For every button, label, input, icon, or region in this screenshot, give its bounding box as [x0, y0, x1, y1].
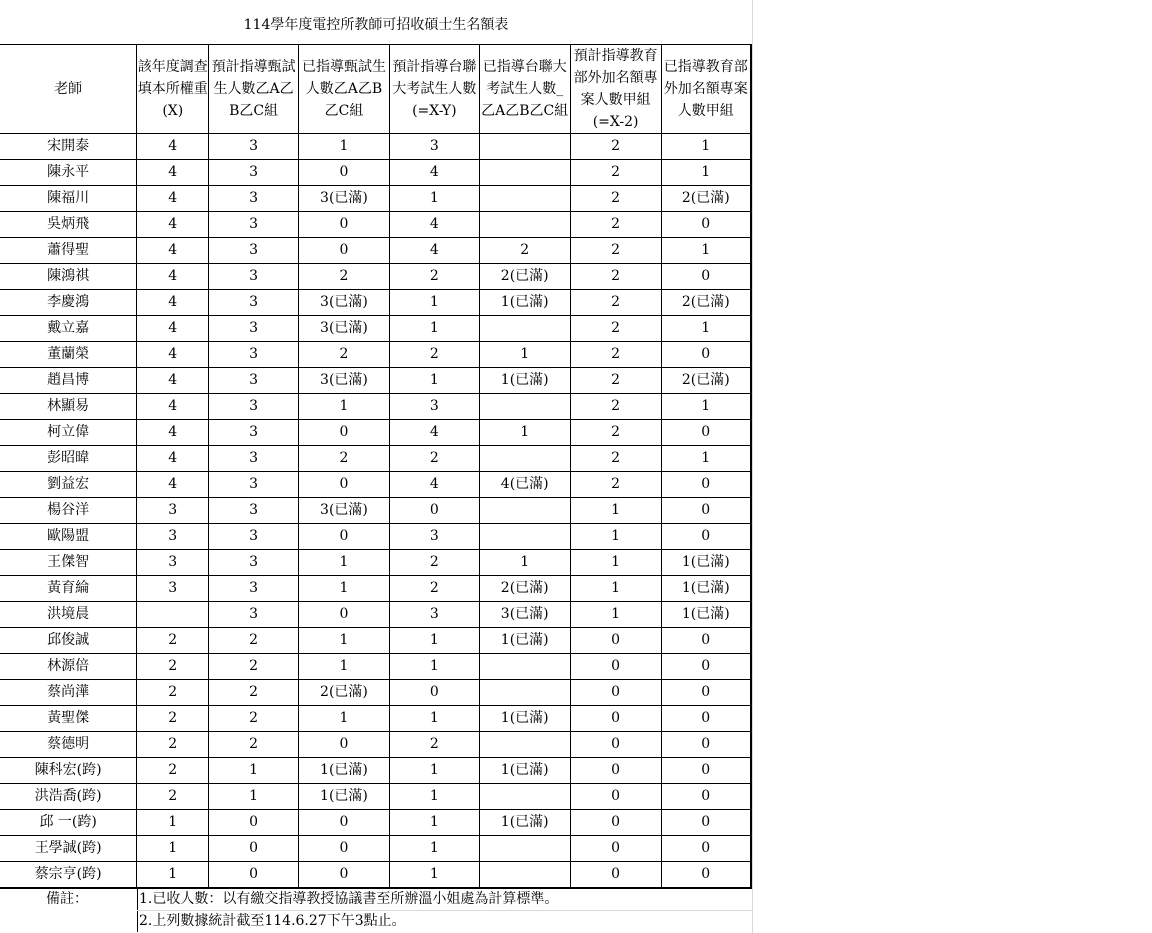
planned-exam-cell: 2: [209, 654, 299, 680]
planned-exam-cell: 3: [209, 420, 299, 446]
teacher-name-cell: 洪浩喬(跨): [0, 784, 137, 810]
planned-joint-cell: 1: [389, 758, 479, 784]
planned-joint-cell: 1: [389, 810, 479, 836]
teacher-name-cell: 歐陽盟: [0, 524, 137, 550]
admitted-joint-cell: [479, 654, 570, 680]
admitted-exam-cell: 2: [299, 264, 390, 290]
header-weight: 該年度調查填本所權重 (X): [137, 45, 209, 134]
planned-exam-cell: 3: [209, 316, 299, 342]
planned-extra-cell: 0: [570, 732, 661, 758]
table-row: [0, 316, 751, 342]
admitted-exam-cell: 1: [299, 576, 390, 602]
note-row-2: [0, 910, 752, 932]
teacher-name-cell: 陳科宏(跨): [0, 758, 137, 784]
admitted-extra-cell: 0: [661, 680, 751, 706]
planned-exam-cell: 0: [209, 862, 299, 889]
planned-exam-cell: 3: [209, 238, 299, 264]
admitted-joint-cell: 1(已滿): [479, 290, 570, 316]
admitted-extra-cell: 1: [661, 160, 751, 186]
admitted-joint-cell: [479, 212, 570, 238]
admitted-joint-cell: 1: [479, 550, 570, 576]
weight-cell: 4: [137, 134, 209, 160]
planned-joint-cell: 1: [389, 654, 479, 680]
planned-exam-cell: 0: [209, 810, 299, 836]
table-row: [0, 420, 751, 446]
admitted-exam-cell: 0: [299, 524, 390, 550]
admitted-extra-cell: 0: [661, 784, 751, 810]
planned-extra-cell: 2: [570, 160, 661, 186]
planned-exam-cell: 3: [209, 264, 299, 290]
planned-joint-cell: 2: [389, 264, 479, 290]
planned-joint-cell: 1: [389, 784, 479, 810]
planned-exam-cell: 2: [209, 732, 299, 758]
weight-cell: 2: [137, 784, 209, 810]
header-row: [0, 45, 751, 134]
admitted-exam-cell: 0: [299, 160, 390, 186]
teacher-name-cell: 陳永平: [0, 160, 137, 186]
weight-cell: 3: [137, 550, 209, 576]
admitted-extra-cell: 0: [661, 628, 751, 654]
planned-joint-cell: 1: [389, 836, 479, 862]
planned-joint-cell: 2: [389, 732, 479, 758]
admitted-extra-cell: 0: [661, 836, 751, 862]
planned-joint-cell: 3: [389, 524, 479, 550]
note-line-2: 2.上列數據統計截至114.6.27下午3點止。: [139, 913, 406, 929]
admitted-extra-cell: 1: [661, 316, 751, 342]
admitted-exam-cell: 1: [299, 394, 390, 420]
admitted-exam-cell: 2(已滿): [299, 680, 390, 706]
teacher-name-cell: 蔡尚澕: [0, 680, 137, 706]
planned-exam-cell: 3: [209, 602, 299, 628]
admitted-joint-cell: 1: [479, 420, 570, 446]
planned-extra-cell: 0: [570, 836, 661, 862]
admitted-extra-cell: 1: [661, 238, 751, 264]
planned-extra-cell: 1: [570, 602, 661, 628]
admitted-extra-cell: 1(已滿): [661, 550, 751, 576]
teacher-name-cell: 李慶鴻: [0, 290, 137, 316]
admitted-joint-cell: [479, 394, 570, 420]
teacher-name-cell: 趙昌博: [0, 368, 137, 394]
planned-extra-cell: 0: [570, 628, 661, 654]
planned-extra-cell: 2: [570, 420, 661, 446]
header-admitted-extra: 已指導教育部外加名額專案人數甲組: [661, 45, 751, 134]
weight-cell: 2: [137, 654, 209, 680]
admitted-joint-cell: 1: [479, 342, 570, 368]
table-body: [0, 134, 751, 889]
planned-exam-cell: 3: [209, 134, 299, 160]
admitted-exam-cell: 1: [299, 550, 390, 576]
admitted-extra-cell: 0: [661, 524, 751, 550]
admitted-joint-cell: 1(已滿): [479, 706, 570, 732]
planned-exam-cell: 0: [209, 836, 299, 862]
planned-joint-cell: 4: [389, 238, 479, 264]
admitted-joint-cell: 4(已滿): [479, 472, 570, 498]
table-row: [0, 472, 751, 498]
admitted-joint-cell: 1(已滿): [479, 758, 570, 784]
admitted-joint-cell: [479, 186, 570, 212]
teacher-name-cell: 陳鴻祺: [0, 264, 137, 290]
admitted-joint-cell: 1(已滿): [479, 810, 570, 836]
table-row: [0, 498, 751, 524]
weight-cell: 1: [137, 810, 209, 836]
weight-cell: 4: [137, 160, 209, 186]
table-row: [0, 836, 751, 862]
admitted-exam-cell: 1(已滿): [299, 784, 390, 810]
weight-cell: 2: [137, 732, 209, 758]
admitted-extra-cell: 2(已滿): [661, 368, 751, 394]
header-planned-exam: 預計指導甄試生人數乙A乙B乙C組: [209, 45, 299, 134]
planned-exam-cell: 3: [209, 186, 299, 212]
table-row: [0, 342, 751, 368]
planned-extra-cell: 0: [570, 784, 661, 810]
planned-extra-cell: 0: [570, 706, 661, 732]
notes-label: 備註：: [46, 891, 88, 907]
weight-cell: 3: [137, 524, 209, 550]
planned-extra-cell: 2: [570, 472, 661, 498]
table-row: [0, 576, 751, 602]
planned-exam-cell: 1: [209, 758, 299, 784]
planned-joint-cell: 1: [389, 368, 479, 394]
planned-joint-cell: 2: [389, 446, 479, 472]
planned-exam-cell: 2: [209, 628, 299, 654]
planned-joint-cell: 2: [389, 550, 479, 576]
teacher-name-cell: 王學誠(跨): [0, 836, 137, 862]
admitted-exam-cell: 3(已滿): [299, 186, 390, 212]
planned-joint-cell: 1: [389, 316, 479, 342]
teacher-name-cell: 洪境晨: [0, 602, 137, 628]
planned-exam-cell: 3: [209, 212, 299, 238]
header-planned-extra: 預計指導教育部外加名額專案人數甲組(=X-2): [570, 45, 661, 134]
planned-extra-cell: 0: [570, 680, 661, 706]
planned-extra-cell: 2: [570, 212, 661, 238]
weight-cell: 4: [137, 394, 209, 420]
admitted-joint-cell: [479, 784, 570, 810]
weight-cell: 2: [137, 706, 209, 732]
weight-cell: 4: [137, 472, 209, 498]
weight-cell: 4: [137, 368, 209, 394]
table-row: [0, 706, 751, 732]
planned-exam-cell: 2: [209, 680, 299, 706]
admitted-exam-cell: 3(已滿): [299, 498, 390, 524]
planned-joint-cell: 4: [389, 212, 479, 238]
title-row: [0, 0, 752, 45]
planned-exam-cell: 3: [209, 524, 299, 550]
planned-extra-cell: 2: [570, 238, 661, 264]
planned-exam-cell: 3: [209, 576, 299, 602]
planned-joint-cell: 1: [389, 628, 479, 654]
weight-cell: [137, 602, 209, 628]
weight-cell: 4: [137, 264, 209, 290]
admitted-extra-cell: 0: [661, 862, 751, 889]
table-row: [0, 862, 751, 889]
planned-joint-cell: 0: [389, 498, 479, 524]
admitted-extra-cell: 0: [661, 732, 751, 758]
weight-cell: 2: [137, 758, 209, 784]
planned-joint-cell: 1: [389, 290, 479, 316]
table-row: [0, 628, 751, 654]
planned-joint-cell: 2: [389, 576, 479, 602]
table-row: [0, 654, 751, 680]
admitted-exam-cell: 0: [299, 472, 390, 498]
admitted-extra-cell: 0: [661, 654, 751, 680]
table-row: [0, 134, 751, 160]
admitted-extra-cell: 0: [661, 706, 751, 732]
table-row: [0, 368, 751, 394]
admitted-exam-cell: 3(已滿): [299, 368, 390, 394]
teacher-name-cell: 林源倍: [0, 654, 137, 680]
admitted-joint-cell: [479, 446, 570, 472]
table-row: [0, 550, 751, 576]
admitted-joint-cell: [479, 134, 570, 160]
table-row: [0, 212, 751, 238]
admitted-exam-cell: 3(已滿): [299, 290, 390, 316]
admitted-exam-cell: 0: [299, 238, 390, 264]
admitted-exam-cell: 2: [299, 446, 390, 472]
admitted-exam-cell: 0: [299, 732, 390, 758]
planned-extra-cell: 2: [570, 446, 661, 472]
planned-exam-cell: 3: [209, 368, 299, 394]
admitted-joint-cell: [479, 160, 570, 186]
admitted-exam-cell: 0: [299, 810, 390, 836]
quota-table: [0, 44, 752, 889]
teacher-name-cell: 戴立嘉: [0, 316, 137, 342]
planned-exam-cell: 3: [209, 498, 299, 524]
weight-cell: 4: [137, 290, 209, 316]
planned-joint-cell: 4: [389, 472, 479, 498]
planned-joint-cell: 1: [389, 862, 479, 889]
admitted-exam-cell: 0: [299, 420, 390, 446]
planned-joint-cell: 3: [389, 602, 479, 628]
notes-section: [0, 888, 752, 932]
teacher-name-cell: 劉益宏: [0, 472, 137, 498]
weight-cell: 3: [137, 576, 209, 602]
admitted-joint-cell: [479, 836, 570, 862]
weight-cell: 3: [137, 498, 209, 524]
planned-exam-cell: 3: [209, 550, 299, 576]
planned-exam-cell: 3: [209, 290, 299, 316]
planned-joint-cell: 3: [389, 394, 479, 420]
admitted-exam-cell: 3(已滿): [299, 316, 390, 342]
teacher-name-cell: 蔡德明: [0, 732, 137, 758]
planned-joint-cell: 4: [389, 420, 479, 446]
admitted-extra-cell: 0: [661, 472, 751, 498]
sheet-title: 114學年度電控所教師可招收碩士生名額表: [243, 17, 509, 33]
admitted-exam-cell: 1: [299, 134, 390, 160]
admitted-joint-cell: 2(已滿): [479, 264, 570, 290]
sheet-right-gridline: [752, 0, 753, 933]
table-row: [0, 186, 751, 212]
admitted-extra-cell: 2(已滿): [661, 186, 751, 212]
planned-joint-cell: 4: [389, 160, 479, 186]
weight-cell: 4: [137, 446, 209, 472]
admitted-exam-cell: 1: [299, 628, 390, 654]
teacher-name-cell: 董蘭榮: [0, 342, 137, 368]
planned-extra-cell: 2: [570, 394, 661, 420]
weight-cell: 4: [137, 212, 209, 238]
teacher-name-cell: 楊谷洋: [0, 498, 137, 524]
teacher-name-cell: 蔡宗亨(跨): [0, 862, 137, 889]
admitted-extra-cell: 0: [661, 498, 751, 524]
admitted-extra-cell: 0: [661, 420, 751, 446]
planned-joint-cell: 1: [389, 186, 479, 212]
planned-extra-cell: 0: [570, 654, 661, 680]
weight-cell: 4: [137, 186, 209, 212]
admitted-joint-cell: 3(已滿): [479, 602, 570, 628]
teacher-name-cell: 林顯易: [0, 394, 137, 420]
teacher-name-cell: 柯立偉: [0, 420, 137, 446]
admitted-extra-cell: 0: [661, 212, 751, 238]
admitted-extra-cell: 1(已滿): [661, 576, 751, 602]
table-row: [0, 784, 751, 810]
table-row: [0, 810, 751, 836]
planned-joint-cell: 1: [389, 706, 479, 732]
admitted-exam-cell: 0: [299, 836, 390, 862]
admitted-exam-cell: 1: [299, 654, 390, 680]
planned-exam-cell: 1: [209, 784, 299, 810]
teacher-name-cell: 黃聖傑: [0, 706, 137, 732]
planned-extra-cell: 2: [570, 186, 661, 212]
table-row: [0, 160, 751, 186]
admitted-exam-cell: 0: [299, 602, 390, 628]
admitted-joint-cell: [479, 498, 570, 524]
admitted-joint-cell: [479, 732, 570, 758]
table-row: [0, 264, 751, 290]
weight-cell: 4: [137, 342, 209, 368]
planned-extra-cell: 0: [570, 758, 661, 784]
admitted-joint-cell: [479, 680, 570, 706]
admitted-extra-cell: 0: [661, 264, 751, 290]
teacher-name-cell: 蕭得聖: [0, 238, 137, 264]
admitted-extra-cell: 1: [661, 134, 751, 160]
planned-extra-cell: 2: [570, 342, 661, 368]
planned-extra-cell: 1: [570, 550, 661, 576]
admitted-joint-cell: 1(已滿): [479, 368, 570, 394]
table-row: [0, 602, 751, 628]
admitted-joint-cell: 2: [479, 238, 570, 264]
weight-cell: 1: [137, 836, 209, 862]
header-admitted-exam: 已指導甄試生人數乙A乙B乙C組: [299, 45, 390, 134]
teacher-name-cell: 王傑智: [0, 550, 137, 576]
planned-exam-cell: 3: [209, 342, 299, 368]
planned-extra-cell: 1: [570, 498, 661, 524]
planned-extra-cell: 2: [570, 290, 661, 316]
header-planned-joint: 預計指導台聯大考試生人數(=X-Y): [389, 45, 479, 134]
teacher-name-cell: 邱俊誠: [0, 628, 137, 654]
teacher-name-cell: 黃育綸: [0, 576, 137, 602]
admitted-exam-cell: 0: [299, 212, 390, 238]
teacher-name-cell: 邱 一(跨): [0, 810, 137, 836]
planned-exam-cell: 2: [209, 706, 299, 732]
table-row: [0, 758, 751, 784]
admitted-joint-cell: 1(已滿): [479, 628, 570, 654]
weight-cell: 4: [137, 420, 209, 446]
teacher-name-cell: 陳福川: [0, 186, 137, 212]
table-row: [0, 394, 751, 420]
admitted-joint-cell: [479, 862, 570, 889]
planned-joint-cell: 0: [389, 680, 479, 706]
teacher-name-cell: 彭昭暐: [0, 446, 137, 472]
planned-extra-cell: 2: [570, 368, 661, 394]
teacher-name-cell: 宋開泰: [0, 134, 137, 160]
planned-extra-cell: 1: [570, 576, 661, 602]
admitted-extra-cell: 0: [661, 758, 751, 784]
weight-cell: 2: [137, 680, 209, 706]
header-admitted-joint: 已指導台聯大考試生人數_乙A乙B乙C組: [479, 45, 570, 134]
admitted-extra-cell: 1(已滿): [661, 602, 751, 628]
planned-joint-cell: 2: [389, 342, 479, 368]
weight-cell: 2: [137, 628, 209, 654]
admitted-joint-cell: [479, 316, 570, 342]
admitted-extra-cell: 2(已滿): [661, 290, 751, 316]
admitted-extra-cell: 0: [661, 342, 751, 368]
admitted-extra-cell: 1: [661, 394, 751, 420]
admitted-extra-cell: 0: [661, 810, 751, 836]
planned-joint-cell: 3: [389, 134, 479, 160]
table-row: [0, 238, 751, 264]
planned-exam-cell: 3: [209, 394, 299, 420]
planned-extra-cell: 2: [570, 316, 661, 342]
header-teacher: 老師: [0, 45, 137, 134]
planned-extra-cell: 2: [570, 134, 661, 160]
note-line-1: 1.已收人數：以有繳交指導教授協議書至所辦溫小姐處為計算標準。: [139, 891, 559, 907]
weight-cell: 4: [137, 316, 209, 342]
teacher-name-cell: 吳炳飛: [0, 212, 137, 238]
admitted-joint-cell: 2(已滿): [479, 576, 570, 602]
weight-cell: 4: [137, 238, 209, 264]
table-row: [0, 446, 751, 472]
table-row: [0, 732, 751, 758]
planned-extra-cell: 2: [570, 264, 661, 290]
planned-extra-cell: 1: [570, 524, 661, 550]
table-row: [0, 680, 751, 706]
planned-exam-cell: 3: [209, 446, 299, 472]
admitted-extra-cell: 1: [661, 446, 751, 472]
admitted-joint-cell: [479, 524, 570, 550]
table-row: [0, 290, 751, 316]
admitted-exam-cell: 2: [299, 342, 390, 368]
table-row: [0, 524, 751, 550]
admitted-exam-cell: 1: [299, 706, 390, 732]
admitted-exam-cell: 0: [299, 862, 390, 889]
planned-exam-cell: 3: [209, 472, 299, 498]
planned-extra-cell: 0: [570, 862, 661, 889]
admitted-exam-cell: 1(已滿): [299, 758, 390, 784]
weight-cell: 1: [137, 862, 209, 889]
planned-extra-cell: 0: [570, 810, 661, 836]
planned-exam-cell: 3: [209, 160, 299, 186]
note-row-1: [0, 888, 752, 910]
